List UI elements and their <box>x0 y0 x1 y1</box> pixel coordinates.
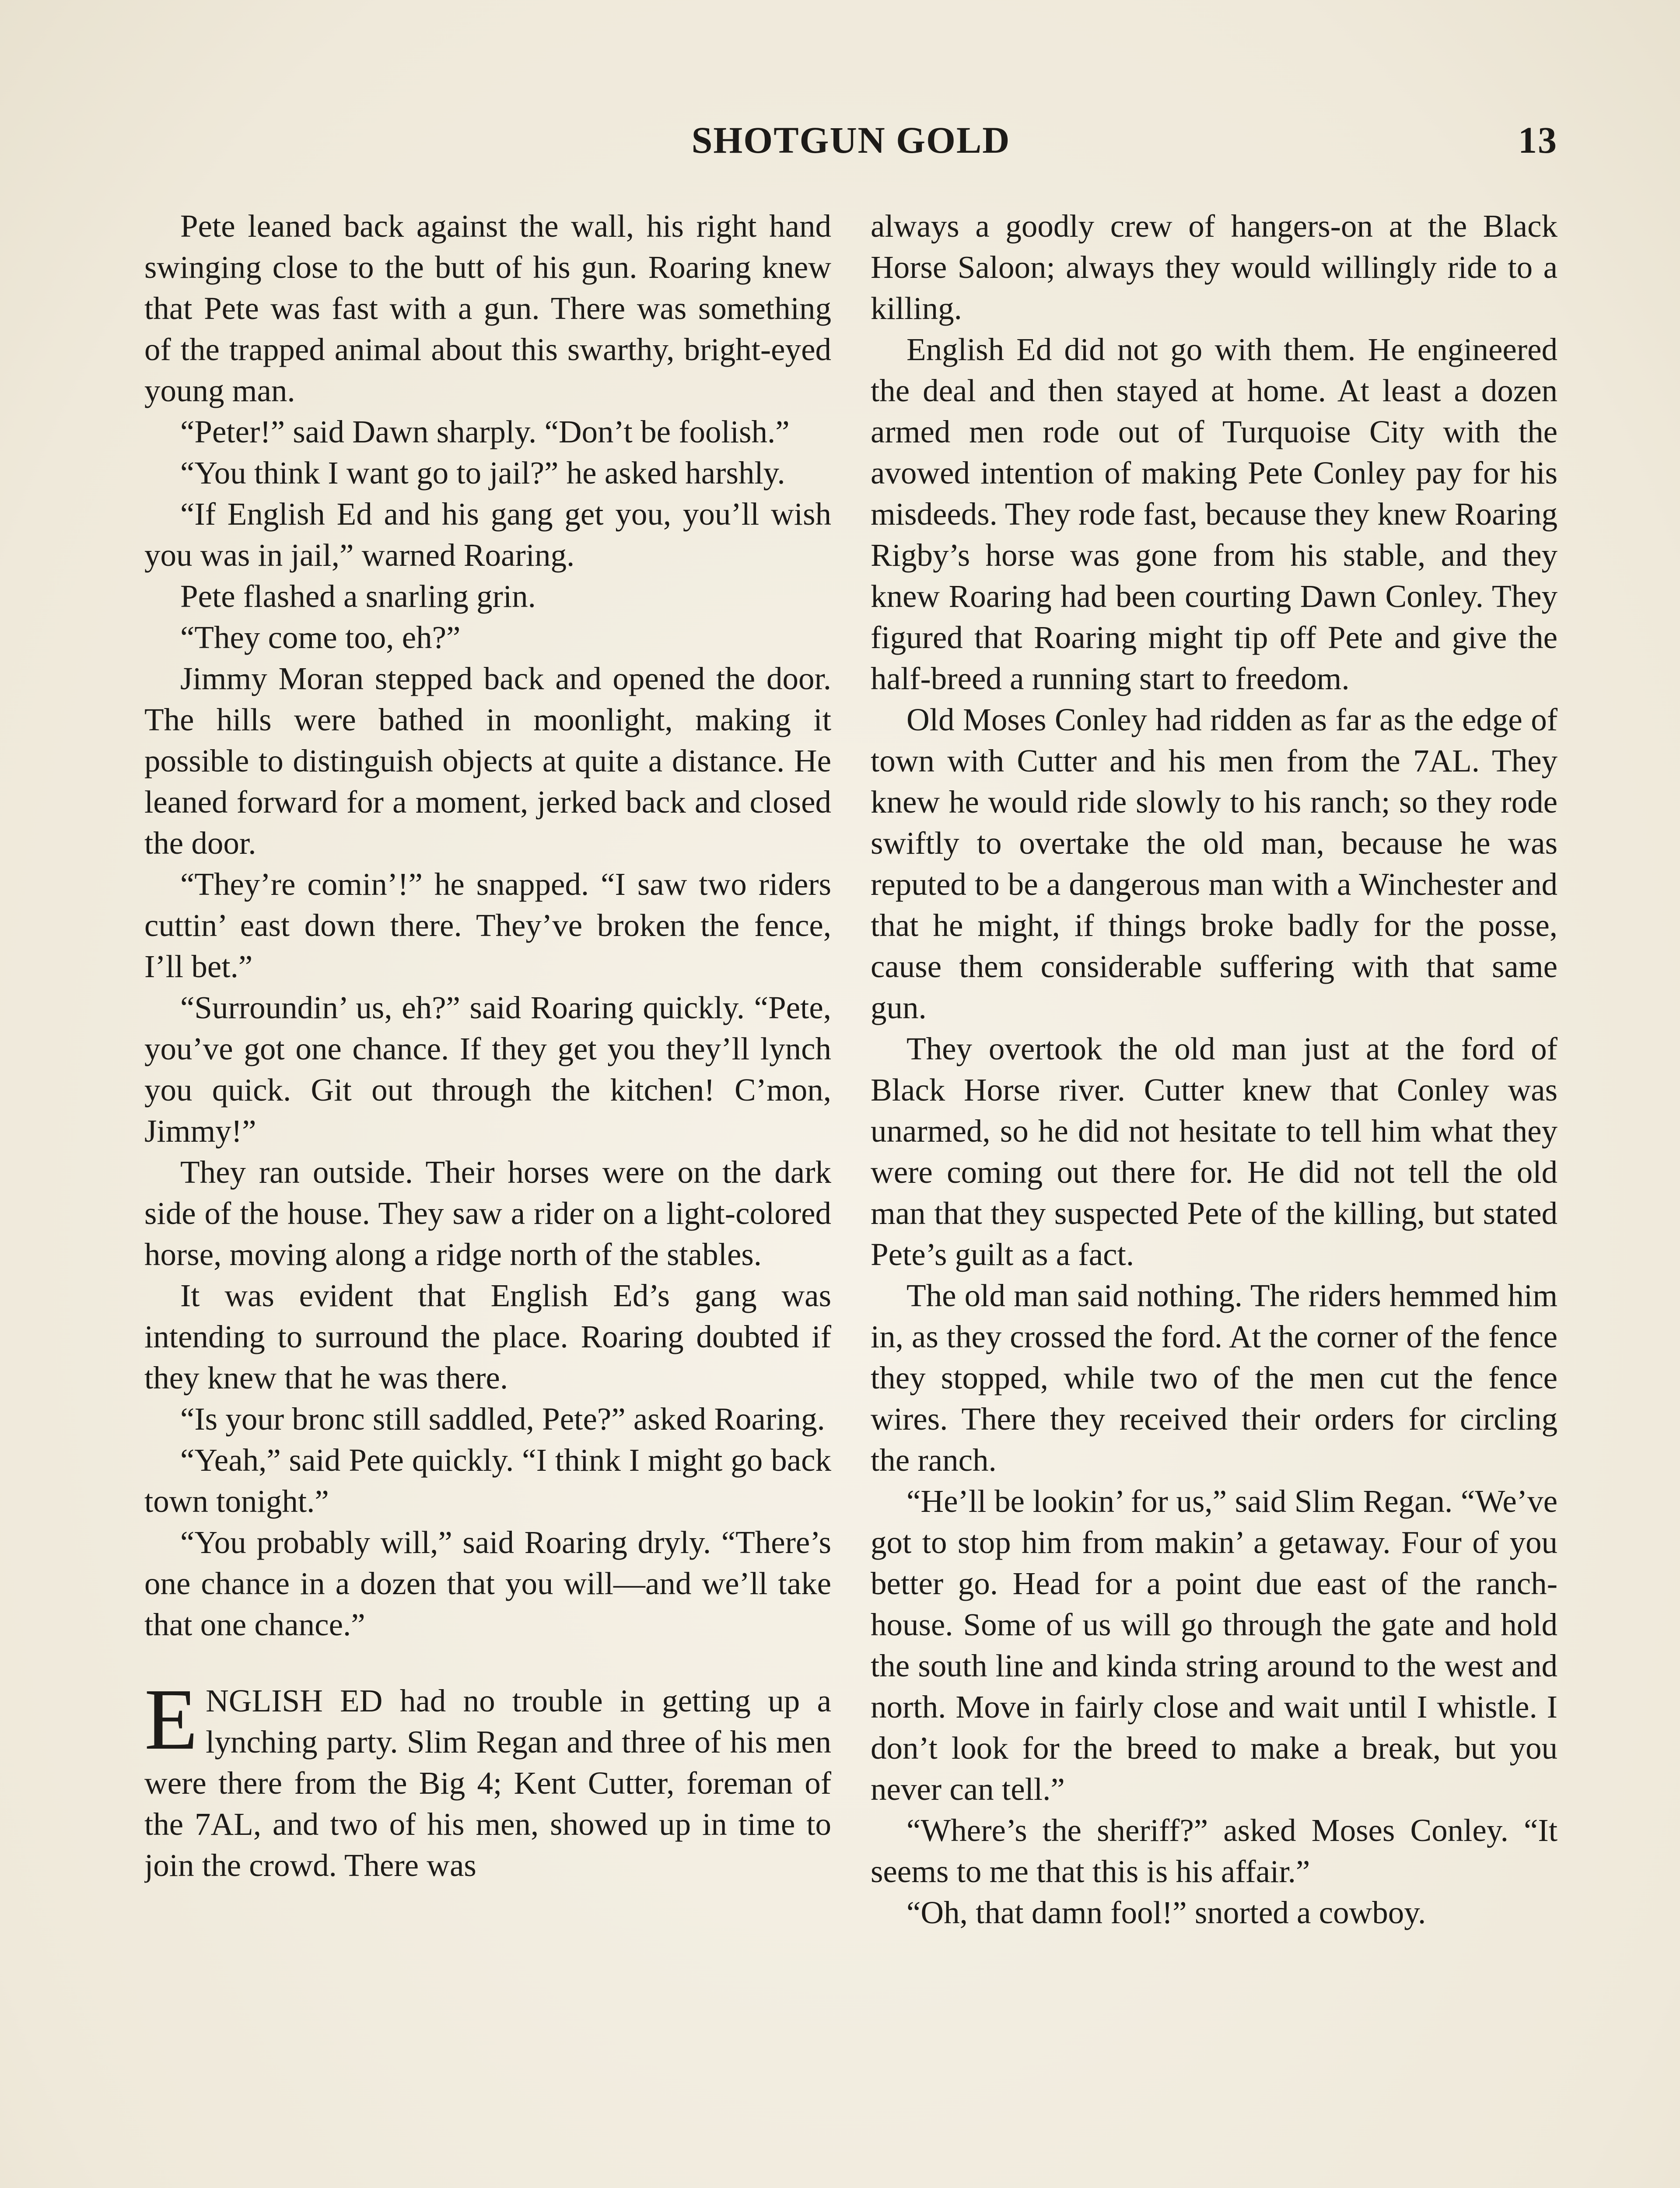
paragraph: “You think I want go to jail?” he asked harshly. <box>180 455 785 491</box>
section-break <box>144 1645 831 1680</box>
paragraph: “Peter!” said Dawn sharply. “Don’t be foolish.” <box>180 414 790 449</box>
paragraph: “They come too, eh?” <box>180 620 461 655</box>
running-head <box>144 118 1558 166</box>
paragraph: “He’ll be lookin’ for us,” said Slim Regan. “We’ve got to stop him from makin’ a getaway. Four of you better go. Head for a point due east of the ranchhouse. Some of us will go through the gate and hold the south line and kinda string around to the west and north. Move in fairly close and wait until I whistle. I don’t look for the breed to make a break, but you never can tell.” <box>871 1483 1558 1807</box>
drop-cap: E <box>144 1671 198 1768</box>
paragraph: “Yeah,” said Pete quickly. “I think I might go back town tonight.” <box>144 1442 831 1519</box>
paragraph: Old Moses Conley had ridden as far as the edge of town with Cutter and his men from the 7AL. They knew he would ride slowly to his ranch; so they rode swiftly to overtake the old man, because he was reputed to be a dangerous man with a Winchester and that he might, if things broke badly for the posse, cause them considerable suffering with that same gun. <box>871 702 1558 1025</box>
text-columns <box>144 206 1558 2188</box>
paragraph: It was evident that English Ed’s gang was intending to surround the place. Roaring doubted if they knew that he was there. <box>144 1278 831 1396</box>
story-title: SHOTGUN GOLD <box>691 119 1011 161</box>
paragraph: English Ed did not go with them. He engineered the deal and then stayed at home. At least a dozen armed men rode out of Turquoise City with the avowed intention of making Pete Conley pay for his misdeeds. They rode fast, because they knew Roaring Rigby’s horse was gone from his stable, and they knew Roaring had been courting Dawn Conley. They figured that Roaring might tip off Pete and give the half-breed a running start to freedom. <box>871 332 1558 696</box>
paragraph: “You probably will,” said Roaring dryly. “There’s one chance in a dozen that you will—and we’ll take that one chance.” <box>144 1525 831 1642</box>
continued-paragraph: always a goodly crew of hangers-on at the Black Horse Saloon; always they would willingly ride to a killing. <box>871 208 1558 326</box>
section-opening-text: NGLISH ED had no trouble in getting up a lynching party. Slim Regan and three of his men were there from the Big 4; Kent Cutter, foreman of the 7AL, and two of his men, showed up in time to join the crowd. There was <box>144 1683 831 1883</box>
paragraph: Pete leaned back against the wall, his right hand swinging close to the butt of his gun. Roaring knew that Pete was fast with a gun. There was something of the trapped animal about this swarthy, bright-eyed young man. <box>144 208 831 408</box>
paragraph: “If English Ed and his gang get you, you’ll wish you was in jail,” warned Roaring. <box>144 496 831 573</box>
paragraph: “Is your bronc still saddled, Pete?” asked Roaring. <box>180 1401 825 1437</box>
paragraph: “Where’s the sheriff?” asked Moses Conley. “It seems to me that this is his affair.” <box>871 1813 1558 1889</box>
paragraph: They overtook the old man just at the ford of Black Horse river. Cutter knew that Conley was unarmed, so he did not hesitate to tell him what they were coming out there for. He did not tell the old man that they suspected Pete of the killing, but stated Pete’s guilt as a fact. <box>871 1031 1558 1272</box>
left-column <box>144 206 831 2188</box>
paragraph: “They’re comin’!” he snapped. “I saw two riders cuttin’ east down there. They’ve broken the fence, I’ll bet.” <box>144 866 831 984</box>
paragraph: Jimmy Moran stepped back and opened the door. The hills were bathed in moonlight, making it possible to distinguish objects at quite a distance. He leaned forward for a moment, jerked back and closed the door. <box>144 661 831 861</box>
paragraph: “Surroundin’ us, eh?” said Roaring quickly. “Pete, you’ve got one chance. If they get you they’ll lynch you quick. Git out through the kitchen! C’mon, Jimmy!” <box>144 990 831 1149</box>
section-opening-paragraph <box>144 1671 831 1886</box>
page-number: 13 <box>1518 119 1558 161</box>
paragraph: The old man said nothing. The riders hemmed him in, as they crossed the ford. At the corner of the fence they stopped, while two of the men cut the fence wires. There they received their orders for circling the ranch. <box>871 1278 1558 1478</box>
paragraph: They ran outside. Their horses were on the dark side of the house. They saw a rider on a light-colored horse, moving along a ridge north of the stables. <box>144 1154 831 1272</box>
right-column <box>871 206 1558 2188</box>
paragraph: “Oh, that damn fool!” snorted a cowboy. <box>906 1895 1426 1930</box>
paragraph: Pete flashed a snarling grin. <box>180 579 536 614</box>
